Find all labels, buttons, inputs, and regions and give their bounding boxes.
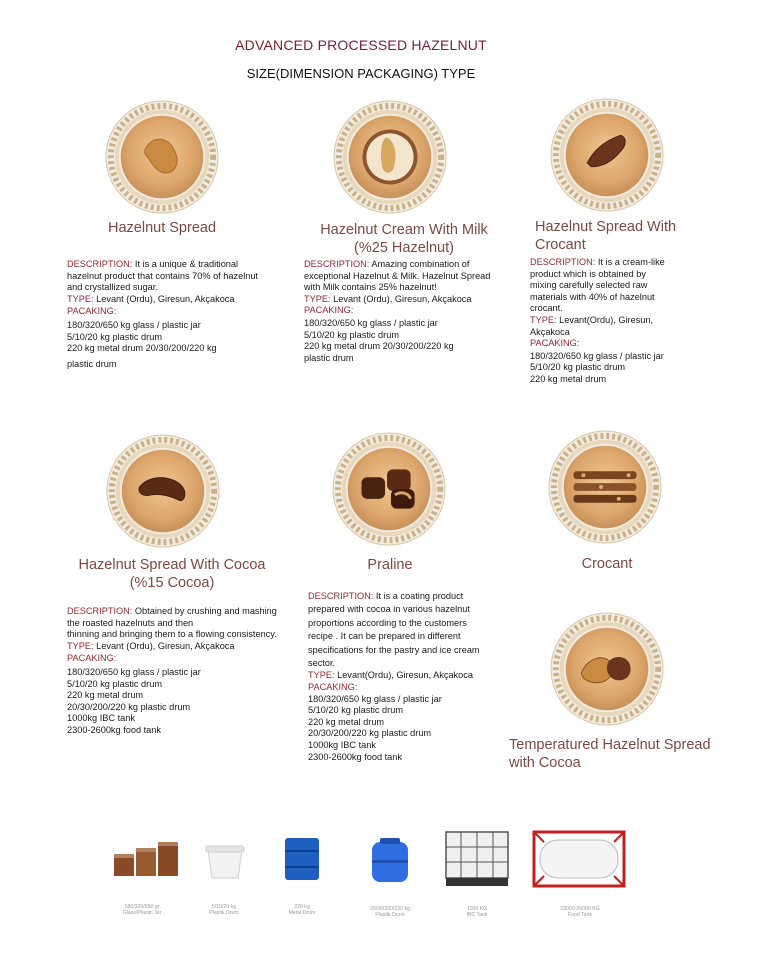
- food-tank-icon: [532, 830, 626, 890]
- product-details-hazelnut-spread: DESCRIPTION: It is a unique & traditional hazelnut product that contains 70% of hazelnut and crystallized sugar. TYPE: Levant (Ordu), Giresun, Akçakoca PACAKING: 180/320/650 kg glass / plastic jar 5/10/20 kg plastic drum 220 kg metal drum 20/30/200/220 kg plastic drum: [67, 259, 259, 369]
- hazelnut-spread-image: [103, 98, 221, 216]
- product-title-hazelnut-spread-crocant: Hazelnut Spread With Crocant: [535, 219, 677, 253]
- hazelnut-spread-crocant-image: [548, 96, 666, 214]
- product-details-praline: DESCRIPTION: It is a coating product prepared with cocoa in various hazelnut proportions according to the customers recipe . It can be prepared in different specifications for the pastry and ice cream sector. TYPE: Levant(Ordu), Giresun, Akçakoca PACAKING: 180/320/650 kg glass / plastic jar 5/10/20 kg plastic drum 220 kg metal drum 20/30/200/220 kg plastic drum 1000kg IBC tank 2300-2600kg food tank: [308, 591, 480, 762]
- crocant-image: [546, 428, 664, 546]
- ibc-tank-icon: [444, 830, 510, 888]
- plastic-drum-blue-icon: [370, 838, 410, 884]
- packaging-label-plastic-drum: 5/10/20 kg Plastik Drum: [209, 904, 239, 916]
- metal-drum-icon: [283, 836, 321, 882]
- packaging-label-food-tank: 23000-26000 KG Food Tank: [560, 906, 600, 918]
- packaging-label-metal-drum: 220 kg Metal Drum: [288, 904, 316, 916]
- page-subtitle: SIZE(DIMENSION PACKAGING) TYPE: [246, 66, 476, 81]
- product-details-hazelnut-cream-milk: DESCRIPTION: Amazing combination of exceptional Hazelnut & Milk. Hazelnut Spread with Milk contains 25% hazelnut! TYPE: Levant (Ordu), Giresun, Akçakoca PACAKING: 180/320/650 kg glass / plastic jar 5/10/20 kg plastic drum 220 kg metal drum 20/30/200/220 kg plastic drum: [304, 259, 491, 363]
- product-details-hazelnut-spread-cocoa: DESCRIPTION: Obtained by crushing and mashing the roasted hazelnuts and then thinning and bringing them to a flowing consistency. TYPE: Levant (Ordu), Giresun, Akçakoca PACAKING: 180/320/650 kg glass / plastic jar 5/10/20 kg plastic drum 220 kg metal drum 20/30/200/220 kg plastic drum 1000kg IBC tank 2300-2600kg food tank: [67, 606, 277, 735]
- temperatured-spread-image: [548, 610, 666, 728]
- product-title-temperatured-spread: Temperatured Hazelnut Spread with Cocoa: [509, 737, 711, 771]
- hazelnut-cream-milk-image: [331, 98, 449, 216]
- plastic-drum-white-icon: [204, 844, 246, 880]
- packaging-label-ibc-tank: 1000 KG IBC Tank: [466, 906, 488, 918]
- product-title-hazelnut-cream-milk: Hazelnut Cream With Milk (%25 Hazelnut): [320, 222, 488, 256]
- product-title-praline: Praline: [367, 557, 413, 573]
- product-title-crocant: Crocant: [581, 556, 633, 572]
- product-title-hazelnut-spread-cocoa: Hazelnut Spread With Cocoa (%15 Cocoa): [78, 557, 266, 591]
- product-details-hazelnut-spread-crocant: DESCRIPTION: It is a cream-like product which is obtained by mixing carefully selected raw materials with 40% of hazelnut crocant. TYPE: Levant(Ordu), Giresun, Akçakoca PACAKING: 180/320/650 kg glass / plastic jar 5/10/20 kg plastic drum 220 kg metal drum: [530, 257, 665, 384]
- packaging-label-blue-drum: 20/30/200/220 kg Plastik Drum: [369, 906, 411, 918]
- packaging-label-jar: 180/320/650 gr Glass/Plastic Jar: [122, 904, 162, 916]
- product-title-hazelnut-spread: Hazelnut Spread: [108, 220, 217, 236]
- page-title: ADVANCED PROCESSED HAZELNUT: [235, 37, 487, 53]
- praline-image: [330, 430, 448, 548]
- glass-plastic-jar-icon: [112, 842, 182, 878]
- hazelnut-spread-cocoa-image: [104, 432, 222, 550]
